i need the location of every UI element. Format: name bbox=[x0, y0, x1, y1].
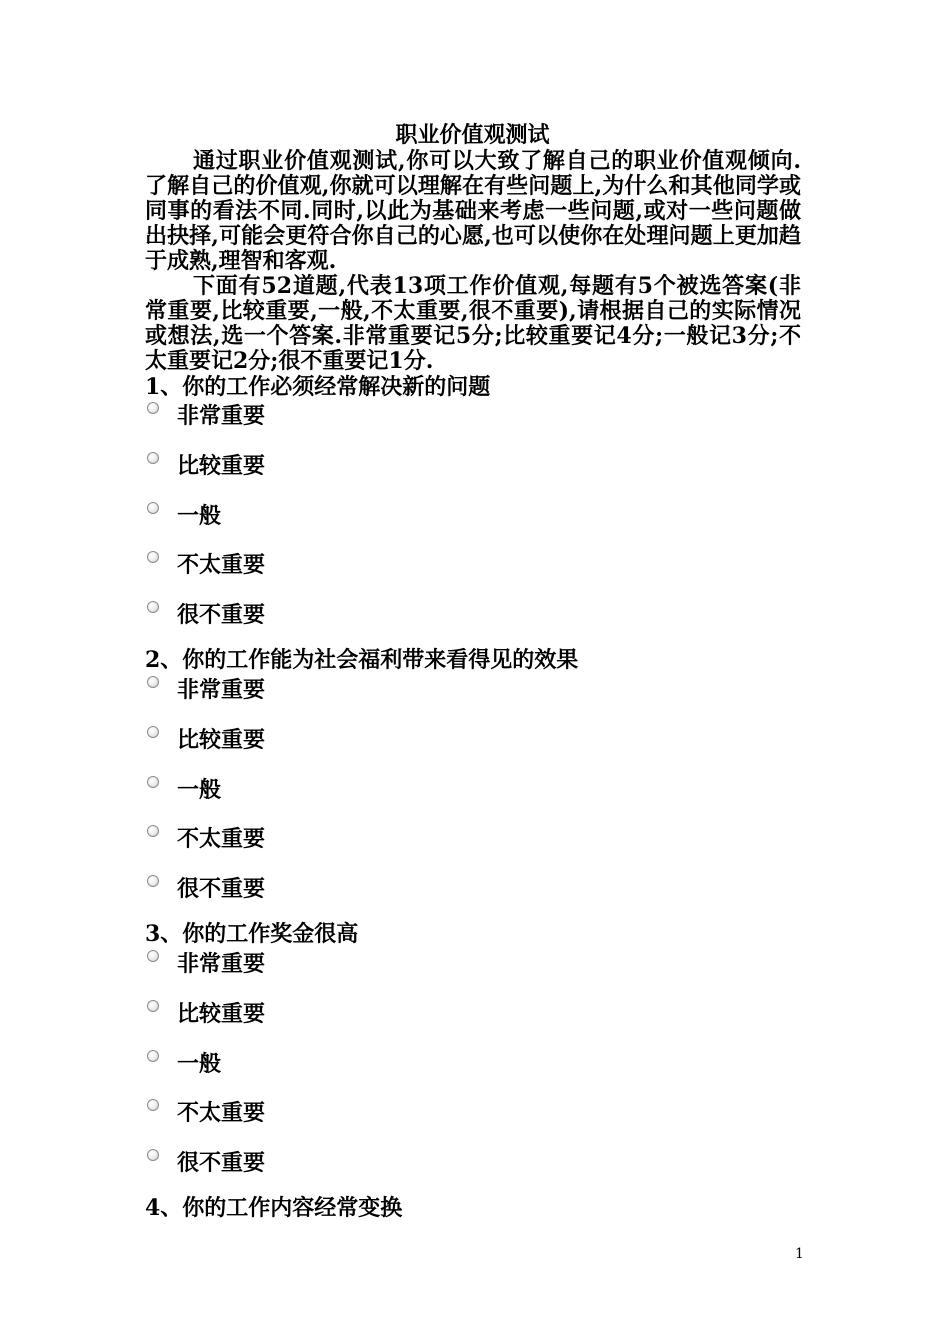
document-title: 职业价值观测试 bbox=[395, 122, 550, 148]
option-label: 很不重要 bbox=[177, 1150, 266, 1176]
question-4-title: 4、你的工作内容经常变换 bbox=[145, 1195, 403, 1221]
question-3-option-1[interactable] bbox=[145, 950, 445, 978]
question-2-option-3[interactable] bbox=[145, 776, 445, 804]
radio-button-icon[interactable] bbox=[147, 950, 159, 962]
question-2-option-5[interactable] bbox=[145, 875, 445, 903]
option-label: 一般 bbox=[177, 503, 222, 529]
radio-button-icon[interactable] bbox=[147, 452, 159, 464]
intro-paragraph-1: 通过职业价值观测试,你可以大致了解自己的职业价值观倾向. 了解自己的价值观,你就可以理解在有些问题上,为什么和其他同学或同事的看法不同.同时,以此为基础来考虑一些问题,或对一些问题做出抉择,可能会更符合你自己的心愿,也可以使你在处理问题上更加趋于成熟,理智和客观. bbox=[145, 148, 801, 274]
question-2-option-4[interactable] bbox=[145, 825, 445, 853]
radio-button-icon[interactable] bbox=[147, 825, 159, 837]
radio-button-icon[interactable] bbox=[147, 1000, 159, 1012]
option-label: 比较重要 bbox=[177, 453, 266, 479]
question-1-option-3[interactable] bbox=[145, 502, 445, 530]
question-3-option-5[interactable] bbox=[145, 1149, 445, 1177]
option-label: 一般 bbox=[177, 777, 222, 803]
question-1-option-1[interactable] bbox=[145, 402, 445, 430]
option-label: 非常重要 bbox=[177, 403, 266, 429]
option-label: 不太重要 bbox=[177, 1100, 266, 1126]
page-number: 1 bbox=[795, 1246, 804, 1262]
option-label: 一般 bbox=[177, 1051, 222, 1077]
option-label: 比较重要 bbox=[177, 1001, 266, 1027]
question-3-title: 3、你的工作奖金很高 bbox=[145, 921, 359, 947]
question-2-title: 2、你的工作能为社会福利带来看得见的效果 bbox=[145, 647, 579, 673]
question-1-title: 1、你的工作必须经常解决新的问题 bbox=[145, 374, 491, 400]
question-3-option-2[interactable] bbox=[145, 1000, 445, 1028]
radio-button-icon[interactable] bbox=[147, 601, 159, 613]
question-1-option-5[interactable] bbox=[145, 601, 445, 629]
question-2-option-1[interactable] bbox=[145, 676, 445, 704]
radio-button-icon[interactable] bbox=[147, 676, 159, 688]
question-1-option-4[interactable] bbox=[145, 551, 445, 579]
option-label: 非常重要 bbox=[177, 677, 266, 703]
radio-button-icon[interactable] bbox=[147, 776, 159, 788]
question-3-option-4[interactable] bbox=[145, 1099, 445, 1127]
option-label: 不太重要 bbox=[177, 552, 266, 578]
radio-button-icon[interactable] bbox=[147, 502, 159, 514]
intro-paragraph-2: 下面有52道题,代表13项工作价值观,每题有5个被选答案(非常重要,比较重要,一般,不太重要,很不重要),请根据自己的实际情况或想法,选一个答案.非常重要记5分;比较重要记4分;一般记3分;不太重要记2分;很不重要记1分. bbox=[145, 273, 801, 374]
option-label: 很不重要 bbox=[177, 602, 266, 628]
radio-button-icon[interactable] bbox=[147, 875, 159, 887]
radio-button-icon[interactable] bbox=[147, 1149, 159, 1161]
radio-button-icon[interactable] bbox=[147, 1050, 159, 1062]
option-label: 比较重要 bbox=[177, 727, 266, 753]
question-3-option-3[interactable] bbox=[145, 1050, 445, 1078]
question-1-option-2[interactable] bbox=[145, 452, 445, 480]
radio-button-icon[interactable] bbox=[147, 1099, 159, 1111]
radio-button-icon[interactable] bbox=[147, 402, 159, 414]
option-label: 非常重要 bbox=[177, 951, 266, 977]
question-2-option-2[interactable] bbox=[145, 726, 445, 754]
radio-button-icon[interactable] bbox=[147, 726, 159, 738]
option-label: 很不重要 bbox=[177, 876, 266, 902]
option-label: 不太重要 bbox=[177, 826, 266, 852]
radio-button-icon[interactable] bbox=[147, 551, 159, 563]
